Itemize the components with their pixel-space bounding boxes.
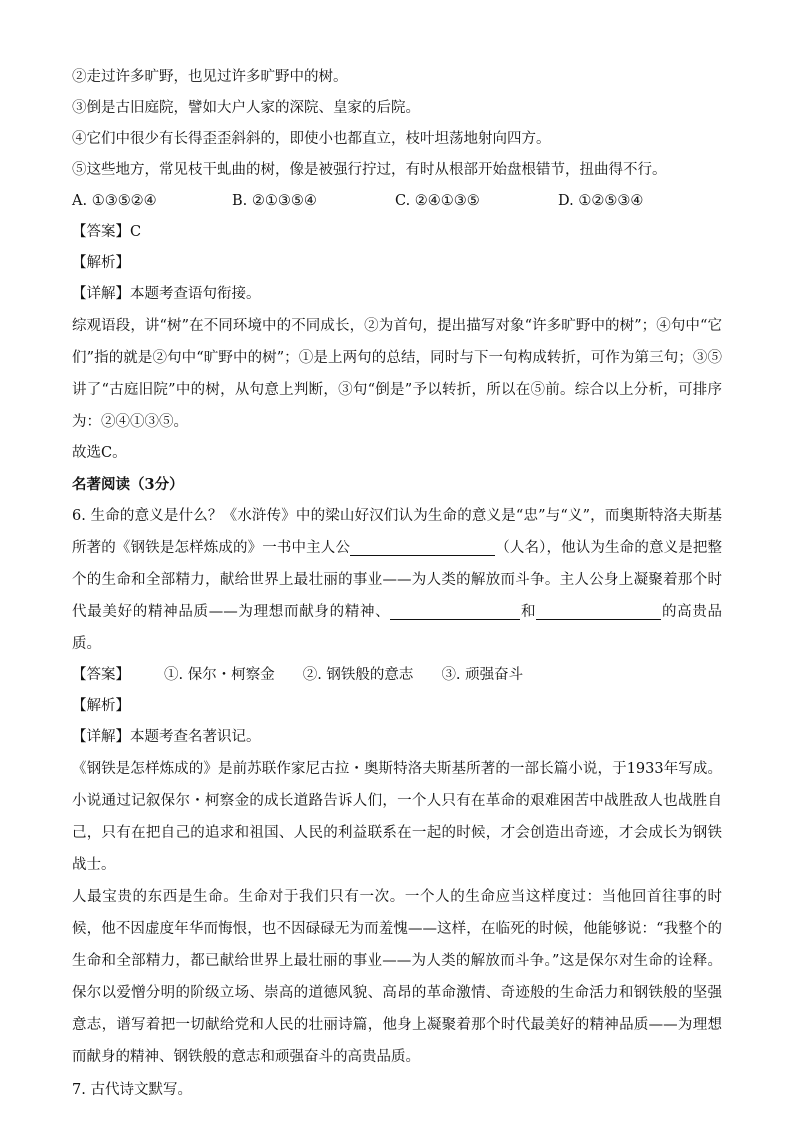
q5-detail: 【详解】本题考查语句衔接。 (72, 286, 261, 302)
answer-blank-2[interactable] (390, 601, 520, 620)
q6-answer-row (72, 660, 722, 691)
q6-part4: 的高贵品质。 (72, 604, 723, 652)
option-b: B. ②①③⑤④ (232, 193, 317, 209)
answer-options (72, 186, 722, 217)
q6-answer-label: 【答案】 (72, 667, 130, 683)
q6-question (72, 500, 722, 660)
q6-answer-2: ②. 钢铁般的意志 (302, 667, 414, 683)
sentence-4: ④它们中很少有长得歪歪斜斜的，即使小也都直立，枝叶坦荡地射向四方。 (72, 131, 551, 147)
q6-part1: 6. 生命的意义是什么？《水浒传》中的梁山好汉们认为生命的意义是“忠”与“义”，而奥斯特洛夫斯基所著的《钢铁是怎样炼成的》一书中主人公 (72, 508, 722, 556)
section-title: 名著阅读（3分） (72, 476, 184, 493)
sentence-3: ③倒是古旧庭院，譬如大户人家的深院、皇家的后院。 (72, 100, 420, 116)
q5-answer: 【答案】C (72, 224, 142, 240)
q6-paragraph-2: 人最宝贵的东西是生命。生命对于我们只有一次。一个人的生命应当这样度过：当他回首往事的时候，他不因虚度年华而悔恨，也不因碌碌无为而羞愧——这样，在临死的时候，他能够说：“我整个的生命和全部精力，都已献给世界上最壮丽的事业——为人类的解放而斗争。”这是保尔对生命的诠释。保尔以爱憎分明的阶级立场、崇高的道德风貌、高昂的革命激情、奇迹般的生命活力和钢铁般的坚强意志，谱写着把一切献给党和人民的壮丽诗篇，他身上凝聚着那个时代最美好的精神品质——为理想而献身的精神、钢铁般的意志和顽强奋斗的高贵品质。 (72, 889, 722, 1065)
q5-analysis-label: 【解析】 (72, 255, 130, 271)
sentence-2: ②走过许多旷野，也见过许多旷野中的树。 (72, 69, 348, 85)
option-c: C. ②④①③⑤ (395, 193, 480, 209)
option-a: A. ①③⑤②④ (72, 193, 157, 209)
q5-choice: 故选C。 (72, 445, 127, 461)
q7-title: 7. 古代诗文默写。 (72, 1082, 192, 1098)
q6-detail: 【详解】本题考查名著识记。 (72, 729, 261, 745)
q6-analysis-label: 【解析】 (72, 698, 130, 714)
option-d: D. ①②⑤③④ (558, 193, 644, 209)
q6-part3: 和 (520, 604, 537, 620)
q6-part2: （人名），他认为生命的意义是把整个的生命和全部精力，献给世界上最壮丽的事业——为人类的解放而斗争。主人公身上凝聚着那个时代最美好的精神品质——为理想而献身的精神、 (72, 540, 722, 620)
q6-paragraph-1: 《钢铁是怎样炼成的》是前苏联作家尼古拉・奥斯特洛夫斯基所著的一部长篇小说，于1933年写成。小说通过记叙保尔・柯察金的成长道路告诉人们，一个人只有在革命的艰难困苦中战胜敌人也战胜自己，只有在把自己的追求和祖国、人民的利益联系在一起的时候，才会创造出奇迹，才会成长为钢铁战士。 (72, 761, 722, 873)
q5-explanation: 综观语段，讲“树”在不同环境中的不同成长，②为首句，提出描写对象“许多旷野中的树”；④句中“它们”指的就是②句中“旷野中的树”；①是上两句的总结，同时与下一句构成转折，可作为第三句；③⑤讲了“古庭旧院”中的树，从句意上判断，③句“倒是”予以转折，所以在⑤前。综合以上分析，可排序为：②④①③⑤。 (72, 318, 722, 430)
q6-answer-3: ③. 顽强奋斗 (441, 667, 524, 683)
q6-answer-1: ①. 保尔・柯察金 (164, 667, 275, 683)
sentence-5: ⑤这些地方，常见枝干虬曲的树，像是被强行拧过，有时从根部开始盘根错节，扭曲得不行。 (72, 162, 667, 178)
answer-blank-3[interactable] (536, 601, 661, 620)
answer-blank-1[interactable] (350, 537, 495, 556)
